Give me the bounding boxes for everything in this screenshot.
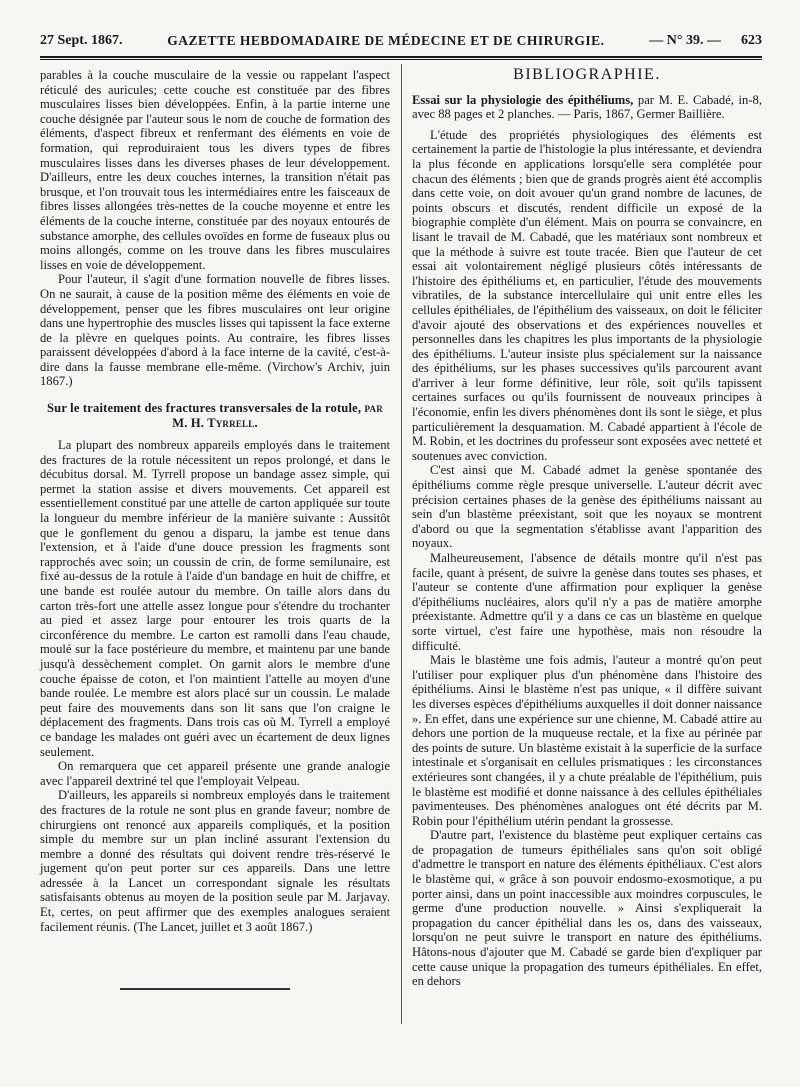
header-journal-title: GAZETTE HEBDOMADAIRE DE MÉDECINE ET DE CHIRURGIE.: [167, 33, 605, 48]
essay-reference: par M. E. Cabadé, in-8, avec 88 pages et 2 planches. — Paris, 1867, Germer Baillière.: [412, 92, 762, 122]
left-paragraph-5: D'ailleurs, les appareils si nombreux employés dans le traitement des fractures de la rotule ne sont plus en grande faveur; nombre de chirurgiens ont renoncé aux appareils compliqués, et la position simple du membre sur un plan incliné assurant l'extension du membre a donné des résultats qui doivent rendre très-réservé le jugement qu'on peut porter sur ces appareils. Dans une lettre adressée à la Lancet un correspondant signale les résultats satisfaisants obtenus au moyen de la position seule par M. Jarjavay. Et, certes, on peut affirmer que des exemples analogues seraient facilement réunis. (The Lancet, juillet et 3 août 1867.): [40, 788, 390, 934]
left-paragraph-2: Pour l'auteur, il s'agit d'une formation nouvelle de fibres lisses. On ne saurait, à cause de la position même des éléments en voie de développement, penser que les fibres musculaires ont leur origine dans une hypertrophie des muscles lisses qui tapissent la face externe de la plèvre en quelques points. Au contraire, les fibres lisses paraissent développées d'abord à la face interne de la cavité, c'est-à-dire dans la fausse membrane elle-même. (Virchow's Archiv, juin 1867.): [40, 272, 390, 389]
end-rule: [120, 988, 290, 990]
page-header: [40, 30, 762, 52]
left-paragraph-4: On remarquera que cet appareil présente une grande analogie avec l'appareil dextriné tel que l'employait Velpeau.: [40, 759, 390, 788]
page: [40, 30, 762, 1070]
section-heading: BIBLIOGRAPHIE.: [513, 66, 661, 83]
right-paragraph-5: D'autre part, l'existence du blastème peut expliquer certains cas de propagation de tumeurs épithéliales sans qu'on soit obligé d'admettre le transport en nature des éléments épithéliaux. C'est alors le blastème qui, « grâce à son pouvoir endosmo-exosmotique, a pu porter ainsi, dans un point inaccessible aux moindres corpuscules, le germe d'une production nouvelle. » Ainsi s'expliquerait la propagation du cancer épithélial dans les os, dans des vaisseaux, lorsqu'on ne peut suivre le transport en nature des épithéliums. Hâtons-nous d'ajouter que M. Cabadé se garde bien d'expliquer par cette cause unique la propagation des tumeurs épithéliales. En effet, en dehors: [412, 828, 762, 989]
left-column: [40, 68, 390, 934]
left-paragraph-3: La plupart des nombreux appareils employés dans le traitement des fractures de la rotule nécessitent un repos prolongé, et dans le décubitus dorsal. M. Tyrrell propose un bandage assez simple, qui permet la station assise et divers mouvements. Cet appareil est essentiellement constitué par une attelle de carton appliquée sur toute la longueur du membre inférieur de la manière suivante : Aussitôt que le gonflement du genou a disparu, la jambe est tenue dans l'extension, et à l'aide d'une douce pression les fragments sont rapprochés avec soin; un coussin de crin, de forme semilunaire, est fixé au-dessus de la rotule à l'aide d'un bandage en huit de chiffre, et une bande est roulée autour du membre. On taille alors dans du carton très-fort une attelle assez longue pour s'étendre du trochanter au pied et assez large pour entourer les trois quarts de la circonférence du membre. Le carton est ramolli dans l'eau chaude, moulé sur la face postérieure du membre, et maintenu par une bande jusqu'à dessèchement complet. On garnit alors le membre d'une couche épaisse de coton, et l'on maintient l'attelle au moyen d'une bande roulée. Le membre est alors placé sur un coussin. Le malade peut faire des mouvements dans son lit sans que l'on craigne le déplacement des fragments. Dans trois cas où M. Tyrrell a employé ce bandage les malades ont guéri avec un écartement de deux lignes seulement.: [40, 438, 390, 759]
header-right: [649, 33, 762, 49]
essay-title: Essai sur la physiologie des épithéliums,: [412, 92, 634, 107]
header-issue: — N° 39. —: [649, 33, 721, 48]
right-paragraph-2: C'est ainsi que M. Cabadé admet la genèse spontanée des épithéliums comme règle presque universelle. L'auteur décrit avec précision certaines phases de la genèse des épithéliums naissant au sein d'un blastème préexistant, soit que les noyaux se montrent d'abord ou que la segmentation s'établisse avant l'apparition des noyaux.: [412, 463, 762, 551]
article-title-author: par M. H. Tyrrell.: [172, 401, 383, 430]
header-date: 27 Sept. 1867.: [40, 33, 123, 48]
bibliography-entry: [412, 93, 762, 122]
header-rule-thin: [40, 59, 762, 60]
right-column: [412, 68, 762, 989]
article-title-main: Sur le traitement des fractures transversales de la rotule,: [47, 401, 362, 416]
header-rule: [40, 56, 762, 58]
right-paragraph-1: L'étude des propriétés physiologiques des éléments est certainement la partie de l'histologie la plus intéressante, et deviendra la plus féconde en applications lorsqu'elle sera complétée pour chacun des éléments ; bien que de grands progrès aient été accomplis dans cette voie, on doit avouer qu'un grand nombre de lacunes, de points obscurs et discutés, rendent difficile un exposé de la biographie complète d'un élément. Mais on pourra se convaincre, en lisant le travail de M. Cabadé, que les matériaux sont nombreux et que la méthode à suivre est toute tracée. Bien que l'auteur de cet essai ait volontairement négligé plusieurs côtés intéressants de l'histoire des épithéliums et, en particulier, l'étude des mouvements vibratiles, de la substance intercellulaire qui unit entre elles les cellules épithéliales, de l'épithélium des vaisseaux, on doit le féliciter d'avoir ajouté des observations et des expériences nouvelles et personnelles dans les chapitres les plus importants de la physiologie des épithéliums. L'auteur insiste plus spécialement sur la naissance des épithéliums, sur les phases successives qu'ils parcourent avant d'arriver à leur forme définitive, leur rôle, soit qu'ils tapissent certaines surfaces ou qu'ils fournissent de nouveaux principes à l'économie, enfin les divers phénomènes dont ils sont le siège, et plus particulièrement la desquamation. M. Cabadé appartient à l'école de M. Robin, et les doctrines du professeur sont exposées avec netteté et soutenues avec conviction.: [412, 127, 762, 463]
right-paragraph-4: Mais le blastème une fois admis, l'auteur a montré qu'on peut l'utiliser pour expliquer plus d'un phénomène dans l'histoire des épithéliums. Ainsi le blastème n'est pas unique, « il diffère suivant les diverses espèces d'épithéliums auxquelles il doit donner naissance ». En effet, dans une expérience sur une chienne, M. Cabadé attire au dehors une portion de la muqueuse rectale, et la fixe au périnée par des points de suture. Un blastème existait à la superficie de la surface intestinale et s'organisait en cellules prismatiques : les circonstances extérieures sont changées, il y a chute préalable de l'épithélium, puis le blastème est modifié et donne naissance à des cellules épithéliales pavimenteuses. Des phénomènes analogues ont été décrits par M. Robin pour l'épithélium utérin pendant la grossesse.: [412, 653, 762, 828]
right-paragraph-3: Malheureusement, l'absence de détails montre qu'il n'est pas facile, quant à présent, de suivre la genèse dans toutes ses phases, et l'auteur se contente d'une affirmation pour expliquer la genèse d'épithéliums nucléaires, alors qu'il n'y a pas de matière amorphe préexistante. Admettre qu'il y a dans ce cas un blastème en quelque sorte virtuel, c'est faire une hypothèse, mais non résoudre la difficulté.: [412, 551, 762, 653]
bibliography-reference: [412, 93, 762, 122]
header-page-number: 623: [741, 33, 762, 48]
column-separator: [401, 64, 402, 1024]
left-paragraph-1: parables à la couche musculaire de la vessie ou rappelant l'aspect réticulé des auricules; cette couche est constituée par des fibres musculaires lisses bien développées. Enfin, à la partie interne une couche désignée par l'auteur sous le nom de couche de formation des éléments, d'aspect fibreux et renfermant des éléments en voie de formation, qui reproduiraient tous les divers types de fibres musculaires lisses dans les diverses phases de leur développement. D'ailleurs, entre les deux couches internes, la transition n'était pas brusque, et l'on trouvait tous les intermédiaires entre les faisceaux de fibres lisses allongées très-nettes de la couche moyenne et entre les éléments de la couche interne, constituée par des noyaux entourés de substance amorphe, des cellules ovoïdes en forme de fuseaux plus ou moins allongés, comme on les trouve dans les fibres musculaires lisses en voie de développement.: [40, 68, 390, 272]
article-title: [40, 401, 390, 430]
